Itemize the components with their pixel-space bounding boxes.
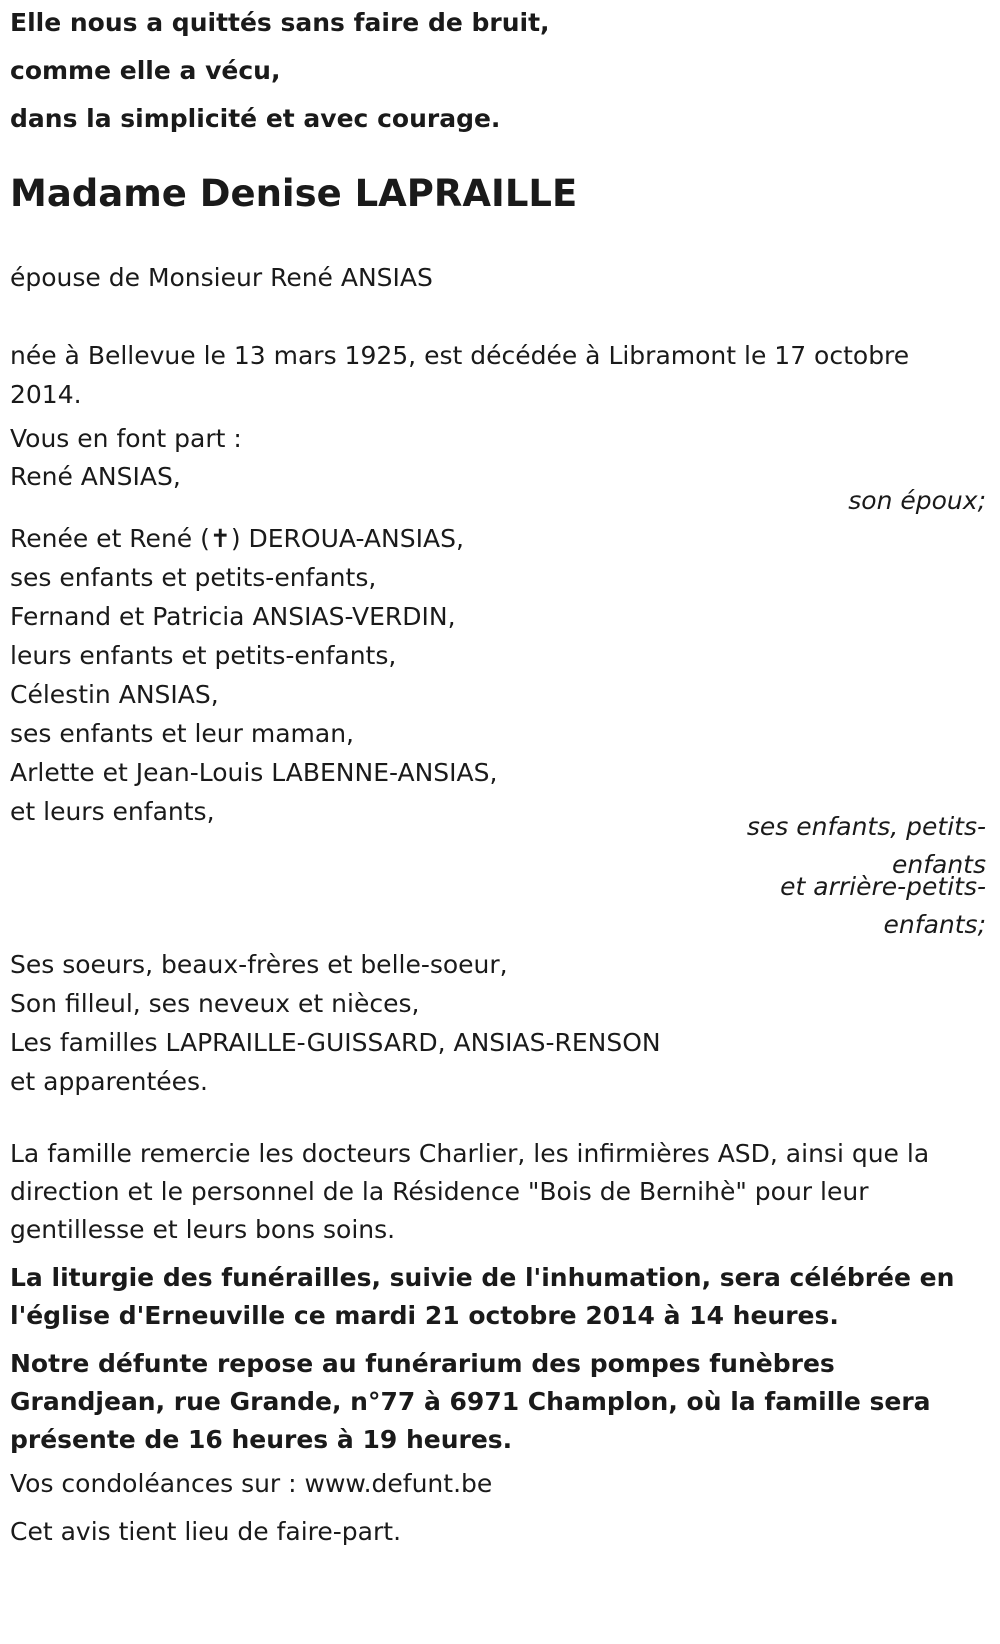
- birth-death-line: 2014.: [10, 380, 82, 409]
- husband-role: son époux;: [848, 486, 986, 515]
- children-line: leurs enfants et petits-enfants,: [10, 641, 397, 670]
- relatives-line: Ses soeurs, beaux-frères et belle-soeur,: [10, 950, 508, 979]
- liturgy-paragraph: La liturgie des funérailles, suivie de l'inhumation, sera célébrée en l'église d'Erneuville ce mardi 21 octobre 2014 à 14 heures.: [10, 1263, 955, 1330]
- children-line: Célestin ANSIAS,: [10, 680, 219, 709]
- repose-paragraph: Notre défunte repose au funérarium des pompes funèbres Grandjean, rue Grande, n°77 à 6971 Champlon, où la famille sera présente de 16 heures à 19 heures.: [10, 1349, 931, 1454]
- relatives-line: Son filleul, ses neveux et nièces,: [10, 989, 420, 1018]
- children-role-line: ses enfants, petits-: [746, 812, 986, 841]
- children-role-line: et arrière-petits-: [780, 872, 986, 901]
- children-line: et leurs enfants,: [10, 797, 215, 826]
- relatives-list: [10, 945, 661, 1101]
- relatives-line: Les familles LAPRAILLE-GUISSARD, ANSIAS-RENSON: [10, 1028, 661, 1057]
- children-line: ses enfants et petits-enfants,: [10, 563, 377, 592]
- husband-name: René ANSIAS,: [10, 462, 181, 491]
- children-role-line: enfants;: [883, 910, 986, 939]
- verse-line: dans la simplicité et avec courage.: [10, 104, 501, 133]
- children-role-line: enfants: [891, 850, 986, 879]
- verse-line: Elle nous a quittés sans faire de bruit,: [10, 8, 550, 37]
- deceased-name: Madame Denise LAPRAILLE: [10, 172, 578, 215]
- children-line: Arlette et Jean-Louis LABENNE-ANSIAS,: [10, 758, 498, 787]
- children-line: ses enfants et leur maman,: [10, 719, 355, 748]
- birth-death-line: née à Bellevue le 13 mars 1925, est décédée à Libramont le 17 octobre: [10, 341, 910, 370]
- birth-death: [10, 336, 909, 414]
- spouse-line: épouse de Monsieur René ANSIAS: [10, 263, 433, 292]
- children-line: Renée et René (✝) DEROUA-ANSIAS,: [10, 524, 464, 553]
- condolences-line: Vos condoléances sur : www.defunt.be: [10, 1469, 493, 1498]
- children-list: [10, 519, 497, 831]
- closing-line: Cet avis tient lieu de faire-part.: [10, 1517, 402, 1546]
- announce-intro: Vous en font part :: [10, 424, 242, 453]
- children-line: Fernand et Patricia ANSIAS-VERDIN,: [10, 602, 456, 631]
- relatives-line: et apparentées.: [10, 1067, 208, 1096]
- verse-line: comme elle a vécu,: [10, 56, 281, 85]
- thanks-paragraph: La famille remercie les docteurs Charlier, les infirmières ASD, ainsi que la direction et le personnel de la Résidence "Bois de Bernihè" pour leur gentillesse et leurs bons soins.: [10, 1139, 930, 1244]
